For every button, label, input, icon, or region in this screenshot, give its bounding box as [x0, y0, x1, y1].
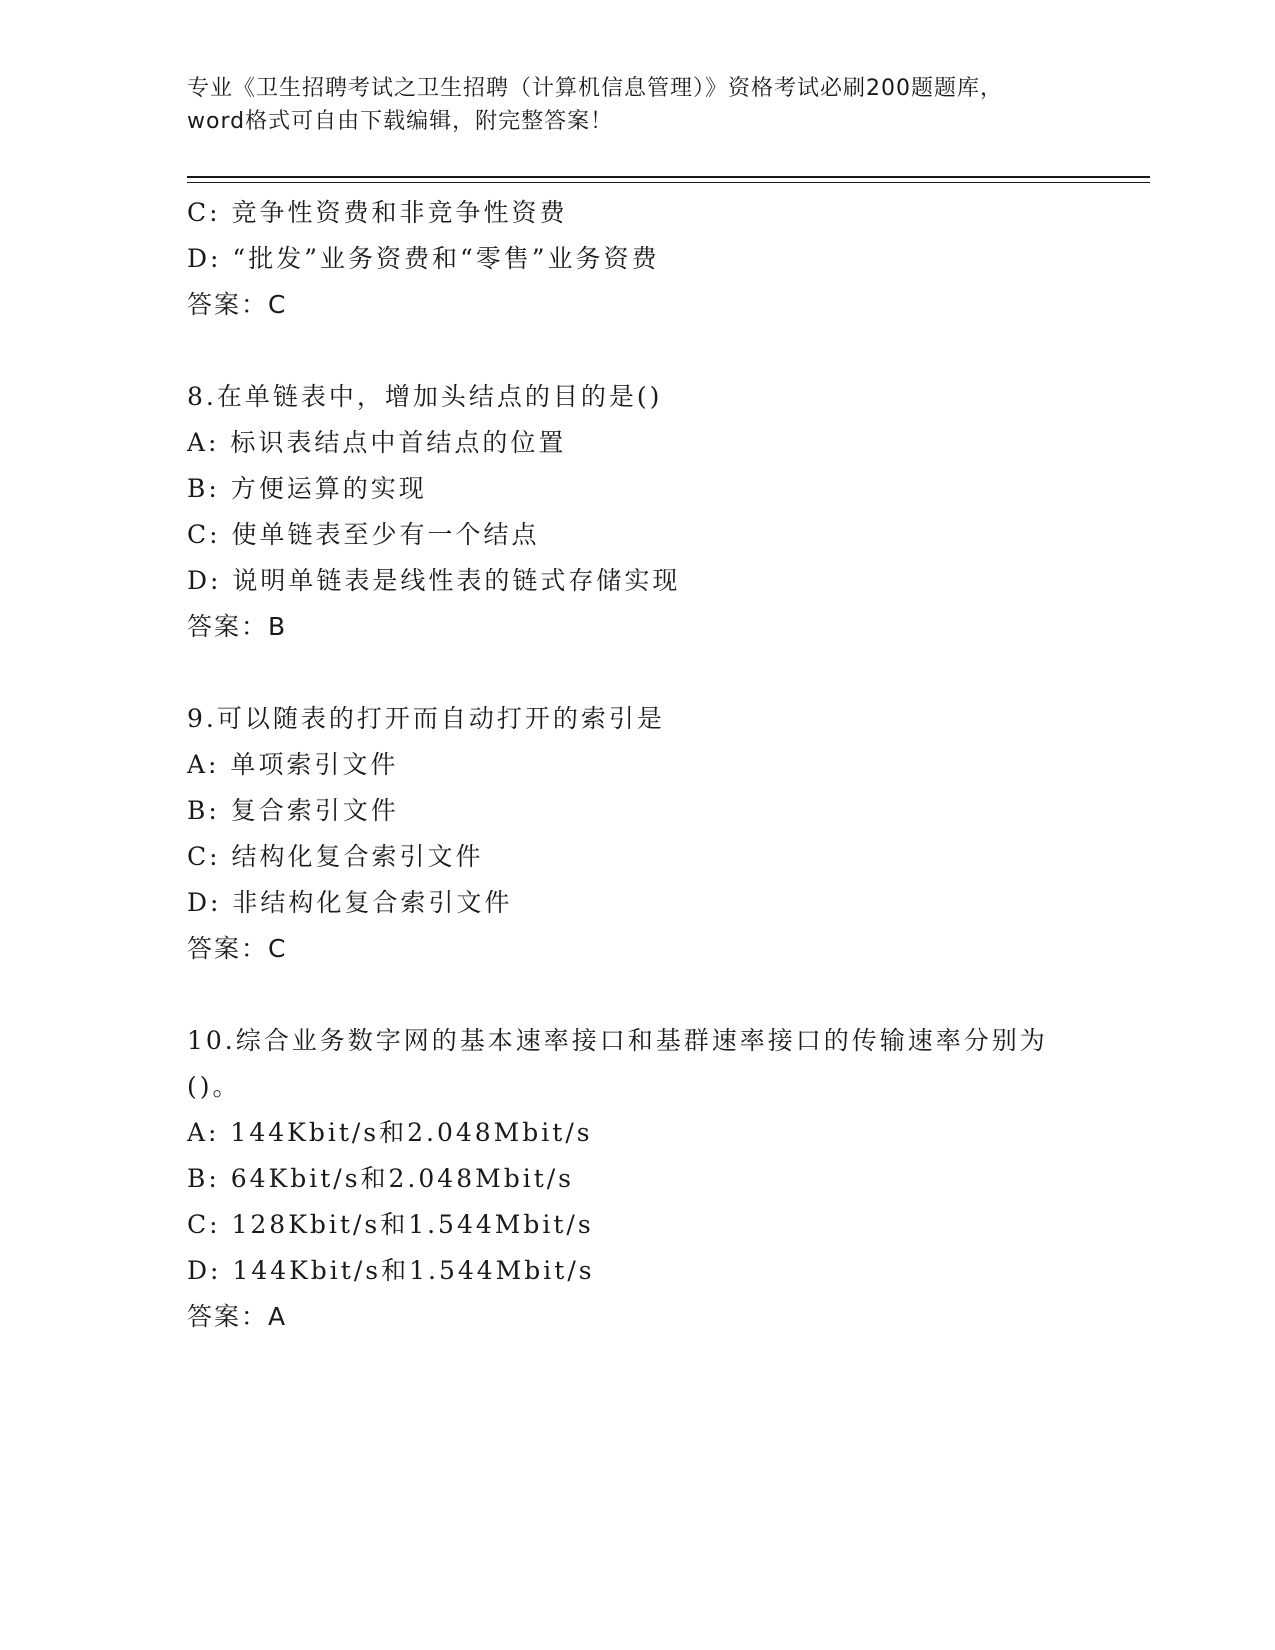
option-b: B: 方便运算的实现	[187, 474, 427, 503]
question-list	[187, 190, 1087, 1340]
option-a: A: 144Kbit/s和2.048Mbit/s	[187, 1118, 593, 1147]
question-gap	[187, 328, 1087, 374]
option-c: C: 竞争性资费和非竞争性资费	[187, 198, 568, 227]
option-a: A: 单项索引文件	[187, 750, 399, 779]
question-gap	[187, 972, 1087, 1018]
option-d: D: 说明单链表是线性表的链式存储实现	[187, 566, 681, 595]
option-b: B: 复合索引文件	[187, 796, 399, 825]
header-divider-thick	[187, 176, 1150, 178]
header-divider-thin	[187, 182, 1150, 183]
question-stem-line-1: 10.综合业务数字网的基本速率接口和基群速率接口的传输速率分别为	[187, 1026, 1048, 1055]
option-d: D: 144Kbit/s和1.544Mbit/s	[187, 1256, 595, 1285]
answer: 答案：C	[187, 290, 288, 319]
question-10	[187, 1018, 1087, 1340]
question-stem: 8.在单链表中，增加头结点的目的是()	[187, 382, 663, 411]
document-header	[187, 72, 1087, 138]
question-9	[187, 696, 1087, 972]
question-stem: 9.可以随表的打开而自动打开的索引是	[187, 704, 665, 733]
question-stem-line-2: ()。	[187, 1072, 241, 1101]
option-c: C: 128Kbit/s和1.544Mbit/s	[187, 1210, 594, 1239]
option-a: A: 标识表结点中首结点的位置	[187, 428, 567, 457]
question-gap	[187, 650, 1087, 696]
header-title-line-1: 专业《卫生招聘考试之卫生招聘（计算机信息管理）》资格考试必刷200题题库，	[187, 76, 1003, 101]
answer: 答案：A	[187, 1302, 288, 1331]
answer: 答案：B	[187, 612, 288, 641]
option-c: C: 结构化复合索引文件	[187, 842, 484, 871]
option-b: B: 64Kbit/s和2.048Mbit/s	[187, 1164, 574, 1193]
question-8	[187, 374, 1087, 650]
option-d: D: 非结构化复合索引文件	[187, 888, 513, 917]
option-c: C: 使单链表至少有一个结点	[187, 520, 540, 549]
option-d: D: “批发”业务资费和“零售”业务资费	[187, 244, 660, 273]
question-7-tail	[187, 190, 1087, 328]
header-title-line-2: word格式可自由下载编辑，附完整答案！	[187, 109, 614, 134]
answer: 答案：C	[187, 934, 288, 963]
